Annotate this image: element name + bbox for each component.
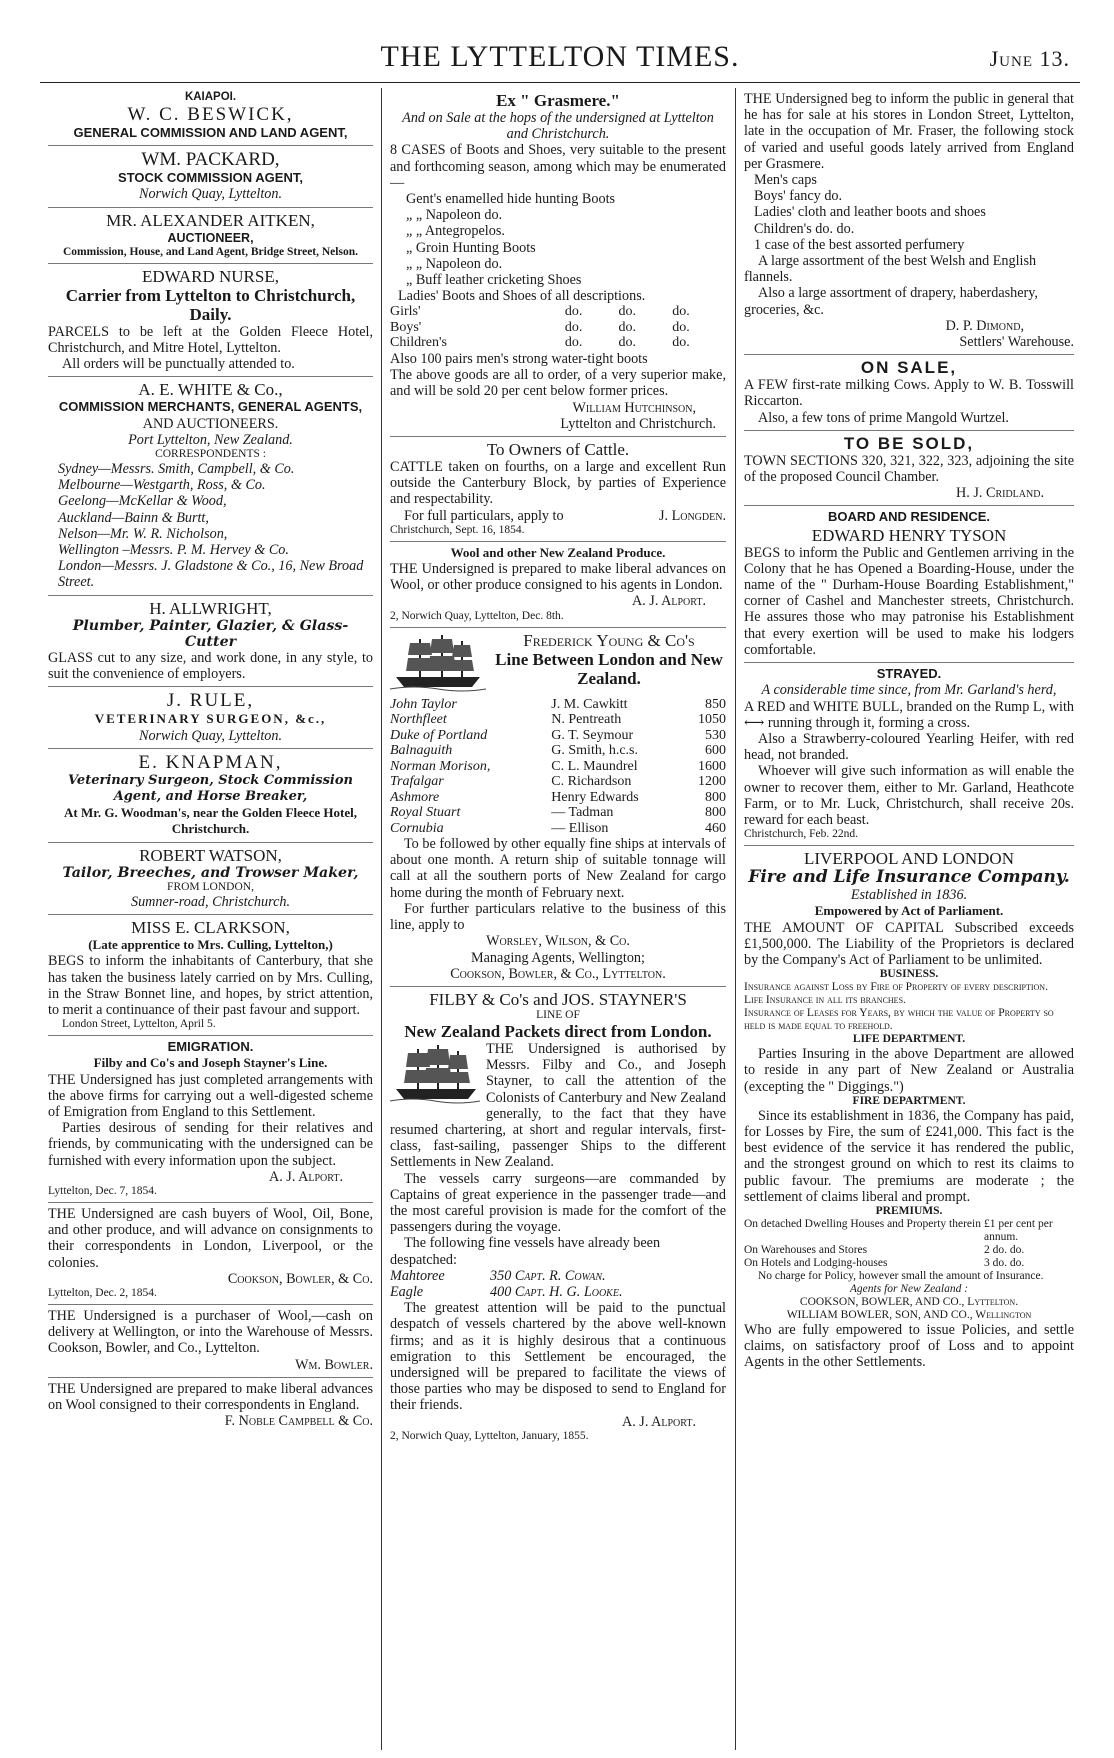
ad-title: TO BE SOLD, [843, 433, 975, 453]
ship-row [390, 805, 726, 821]
item: „ „ Napoleon do. [406, 255, 503, 272]
ad-heading: BOARD AND RESIDENCE. [827, 509, 991, 525]
ad-name: MISS E. CLARKSON, [131, 918, 290, 938]
ad-to-be-sold [744, 431, 1074, 507]
ad-body: THE Undersigned beg to inform the public in general that he has for sale at his stores in London Street, Lyttelton, late in the occupation of Mr. Fraser, the following stock of varied and useful goods lately arrived from England per Grasmere. [744, 91, 1074, 172]
ad-body: 8 CASES of Boots and Shoes, very suitable to the present and forthcoming season, among which may be enumerated— [390, 142, 726, 191]
premium-label: On Warehouses and Stores [744, 1243, 868, 1256]
agent: Cookson, Bowler, & Co., Lyttelton. [450, 965, 666, 982]
ship-tonnage: 460 [705, 820, 726, 836]
ship-captain: C. L. Maundrel [551, 758, 638, 774]
grid-cell: do. [618, 319, 637, 335]
ad-wool [390, 542, 726, 628]
ad-clarkson [48, 915, 373, 1036]
column-2 [390, 88, 726, 1748]
ad-sub: Empowered by Act of Parliament. [814, 903, 1004, 919]
ad-body: Also, a few tons of prime Mangold Wurtzel. [758, 409, 1009, 426]
ad-desc2: AND AUCTIONEERS. [142, 415, 279, 432]
ad-signature: H. J. Cridland. [956, 485, 1044, 502]
ad-body: THE Undersigned has just completed arrangements with the above firms for carrying out a well-digested scheme of Emigration from England to this Settlement. [48, 1071, 373, 1120]
premium-rate: £1 per cent per annum. [984, 1217, 1053, 1243]
ship-name: Royal Stuart [390, 805, 461, 821]
ad-body: To be followed by other equally fine ships at intervals of about one month. A return ship of suitable tonnage will call at all the southern ports of New Zealand for cargo home during the month of February next. [390, 836, 726, 901]
ad-cattle [390, 437, 726, 542]
ad-sub: (Late apprentice to Mrs. Culling, Lyttelton,) [88, 937, 333, 953]
ad-place: KAIAPOI. [184, 91, 237, 103]
ad-body: The above goods are all to order, of a very superior make, and will be sold 20 per cent below former prices. [390, 367, 726, 400]
ship-row [390, 821, 726, 837]
ad-knapman [48, 749, 373, 843]
ad-address: Port Lyttelton, New Zealand. [128, 431, 293, 448]
item: Ladies' cloth and leather boots and shoes [754, 204, 986, 221]
ad-name: W. C. BESWICK, [127, 104, 294, 125]
ship-tonnage: 1600 [698, 758, 726, 774]
item: Gent's enamelled hide hunting Boots [406, 191, 616, 208]
ship-name: Cornubia [390, 820, 444, 836]
ad-rule [48, 687, 373, 748]
ship-row [390, 743, 726, 759]
item: „ Groin Hunting Boots [406, 239, 536, 256]
ad-body: Also 100 pairs men's strong water-tight boots [390, 350, 648, 367]
ad-footer: Christchurch, Feb. 22nd. [744, 828, 859, 841]
ad-title: Carrier from Lyttelton to Christchurch, Daily. [65, 285, 356, 324]
ad-body: The greatest attention will be paid to the punctual despatch of vessels chartered by the above well-known firms; and as it is highly desirous that a continuous emigration to this Settlement be encouraged, the undersigned will be prepared to facilitate the views of those parties who may be disposed to send to England for their friends. [390, 1300, 726, 1414]
ship-tonnage: 1200 [698, 774, 726, 790]
ship-row [390, 774, 726, 790]
ship-illustration-icon [390, 631, 486, 695]
grid-cell: Children's [390, 335, 447, 351]
ad-title: Fire and Life Insurance Company. [748, 867, 1070, 888]
ad-desc: Commission, House, and Land Agent, Bridge Street, Nelson. [63, 245, 358, 258]
item: Boys' fancy do. [754, 188, 843, 205]
ad-body: A FEW first-rate milking Cows. Apply to W. B. Tosswill Riccarton. [744, 377, 1074, 410]
grid-cell: do. [618, 335, 637, 351]
ad-note: No charge for Policy, however small the amount of Insurance. [758, 1269, 1044, 1282]
ad-filby [390, 987, 726, 1447]
section-heading: FIRE DEPARTMENT. [852, 1094, 966, 1107]
agent: Worsley, Wilson, & Co. [486, 933, 630, 950]
ship-tonnage: 850 [705, 696, 726, 712]
ad-emigration [48, 1036, 373, 1203]
ad-sub: A considerable time since, from Mr. Garland's herd, [761, 682, 1057, 699]
ad-white [48, 377, 373, 595]
item: Men's caps [754, 172, 817, 189]
ad-address: At Mr. G. Woodman's, near the Golden Fleece Hotel, Christchurch. [64, 805, 357, 837]
ad-trade: Veterinary Surgeon, Stock Commission Agent, and Horse Breaker, [68, 772, 353, 805]
item: Ladies' Boots and Shoes of all descriptions. [398, 288, 646, 305]
ad-footer: London Street, Lyttelton, April 5. [62, 1018, 216, 1031]
ship-tonnage: 800 [705, 789, 726, 805]
ship-captain: Henry Edwards [551, 789, 639, 805]
ship-row [390, 790, 726, 806]
correspondent: Auckland—Bainn & Burtt, [58, 509, 209, 526]
ad-sub: And on Sale at the hops of the undersigned at Lyttelton and Christchurch. [402, 110, 714, 143]
ad-heading: EMIGRATION. [167, 1039, 254, 1055]
business-item: Insurance against Loss by Fire of Property of every description. [744, 981, 1048, 994]
ad-dimond [744, 88, 1074, 355]
ship-tonnage: 1050 [698, 712, 726, 728]
ad-title: FILBY & Co's and JOS. STAYNER'S [429, 989, 687, 1009]
ad-name: A. E. WHITE & Co., [138, 380, 283, 400]
ad-on-sale [744, 355, 1074, 431]
ad-body: Parties Insuring in the above Department are allowed to reside in any part of New Zealand or Australia (excepting the " Diggings.") [744, 1046, 1074, 1095]
shoe-grid [390, 304, 726, 351]
ship-name: Duke of Portland [390, 727, 488, 743]
ad-line: LINE OF [536, 1008, 580, 1021]
ad-campbell [48, 1378, 373, 1434]
ad-beswick [48, 88, 373, 146]
ad-title: ON SALE, [860, 358, 958, 378]
ad-sub: Established in 1836. [850, 887, 968, 904]
ship-name: Norman Morison, [390, 758, 491, 774]
agent: WILLIAM BOWLER, SON, AND CO., Wellington [786, 1308, 1032, 1321]
ship-row [390, 712, 726, 728]
ad-watson [48, 843, 373, 915]
ship-row [390, 697, 726, 713]
item: „ „ Napoleon do. [406, 207, 503, 224]
grid-cell: do. [672, 319, 690, 335]
ad-body: BEGS to inform the Public and Gentlemen arriving in the Colony that he has Opened a Boarding-House, under the name of the " Durham-House Boarding Establishment," corner of Cashel and Manchester streets, Christchurch. He assures those who may patronise his Establishment that every exertion will be used to make his lodgers comfortable. [744, 544, 1074, 658]
premium-label: On Hotels and Lodging-houses [744, 1256, 888, 1269]
item: „ Buff leather cricketing Shoes [406, 272, 582, 289]
ad-body: TOWN SECTIONS 320, 321, 322, 323, adjoining the site of the proposed Council Chamber. [744, 452, 1074, 486]
ad-body: THE Undersigned is prepared to make liberal advances on Wool, or other produce consigned to his agents in London. [390, 560, 726, 594]
ad-role: AUCTIONEER, [167, 230, 254, 245]
ad-body: For further particulars relative to the business of this line, apply to [390, 900, 726, 934]
ship-name: John Taylor [390, 696, 457, 712]
ad-title: LIVERPOOL AND LONDON [804, 849, 1014, 869]
ad-title: To Owners of Cattle. [486, 439, 630, 459]
ship-captain: J. M. Cawkitt [551, 696, 628, 712]
ad-signature: Lyttelton and Christchurch. [560, 415, 716, 432]
masthead [40, 40, 1080, 80]
ad-body: Whoever will give such information as will enable the owner to recover them, either to Mr. Garland, Heathcote Farm, or to Mr. Luck, Christchurch, shall receive 20s. reward for each beast. [744, 763, 1074, 828]
premium-rate: 3 do. do. [984, 1256, 1025, 1269]
grid-cell: do. [564, 319, 583, 335]
ship-row [390, 728, 726, 744]
column-3 [744, 88, 1074, 1748]
ad-signature: Settlers' Warehouse. [959, 334, 1074, 351]
ad-body: THE AMOUNT OF CAPITAL Subscribed exceeds £1,500,000. The Liability of the Proprietors is declared by the Company's Act of Parliament to be unlimited. [744, 919, 1074, 968]
ad-trade: Plumber, Painter, Glazier, & Glass-Cutter [72, 617, 349, 650]
section-heading: LIFE DEPARTMENT. [852, 1033, 966, 1046]
ad-body: Since its establishment in 1836, the Company has paid, for Losses by Fire, the sum of £241,000. This fact is the best evidence of the service it has rendered the public, and the strongest ground on which to rest its claims to public favour. The premiums are moderate ; the settlement of claims liberal and prompt. [744, 1107, 1074, 1205]
ship-captain: G. Smith, h.c.s. [551, 743, 638, 759]
grid-cell: do. [564, 335, 583, 351]
ad-packard [48, 146, 373, 207]
grid-cell: do. [618, 304, 637, 320]
ad-body: The following fine vessels have already been despatched: [390, 1235, 661, 1268]
ship-tonnage: 800 [705, 805, 726, 821]
ad-address: Norwich Quay, Lyttelton. [138, 727, 283, 744]
ship-captain: — Tadman [551, 805, 614, 821]
ad-name: E. KNAPMAN, [138, 751, 283, 773]
correspondent: Geelong—McKellar & Wood, [58, 493, 227, 510]
item: Children's do. do. [754, 220, 855, 237]
ad-body: GLASS cut to any size, and work done, in any style, to suit the convenience of employers. [48, 650, 373, 683]
ad-body: The vessels carry surgeons—are commanded by Captains of great experience in the passenger trade—and the most careful provision is made for the comfort of the passengers during the voyage. [390, 1170, 726, 1236]
ad-signature: Cookson, Bowler, & Co. [227, 1270, 373, 1287]
ad-signature: J. Longden. [658, 507, 726, 524]
ad-body: Also a large assortment of drapery, haberdashery, groceries, &c. [744, 285, 1038, 318]
ad-name: WM. PACKARD, [141, 149, 280, 171]
correspondent: Melbourne—Westgarth, Ross, & Co. [58, 477, 266, 494]
vessel-name: Eagle [390, 1283, 424, 1300]
ad-line: Line Between London and New Zealand. [495, 649, 723, 688]
ad-footer: Christchurch, Sept. 16, 1854. [390, 523, 525, 536]
ad-desc: GENERAL COMMISSION AND LAND AGENT, [73, 125, 348, 140]
ad-body: THE Undersigned are cash buyers of Wool, Oil, Bone, and other produce, and will advance on consignments to their correspondents in London, Liverpool, or the colonies. [48, 1205, 373, 1271]
item: 1 case of the best assorted perfumery [754, 236, 965, 253]
ad-signature: A. J. Alport. [268, 1168, 343, 1185]
premium-rate: 2 do. do. [984, 1243, 1025, 1256]
ad-signature: A. J. Alport. [631, 593, 706, 610]
ad-body: A large assortment of the best Welsh and English flannels. [744, 253, 1037, 286]
ad-aitken [48, 208, 373, 264]
ad-body: A RED and WHITE BULL, branded on the Rump L, with ⟷ running through it, forming a cross. [744, 698, 1074, 731]
grid-cell: Girls' [390, 304, 421, 320]
column-divider-2 [735, 88, 736, 1750]
ad-signature: D. P. Dimond, [945, 317, 1024, 334]
section-heading: PREMIUMS. [875, 1204, 943, 1217]
ad-body: THE Undersigned are prepared to make liberal advances on Wool consigned to their correspondents in England. [48, 1380, 373, 1413]
ship-name: Balnaguith [390, 743, 453, 759]
ad-name: MR. ALEXANDER AITKEN, [106, 210, 315, 230]
ad-body: CATTLE taken on fourths, on a large and excellent Run outside the Canterbury Block, by parties of Experience and respectability. [390, 458, 726, 508]
ad-title: Ex " Grasmere." [496, 91, 620, 110]
ad-signature: F. Noble Campbell & Co. [224, 1413, 373, 1430]
business-item: Insurance of Leases for Years, by which the value of Property so held is made equal to freehold. [744, 1007, 1054, 1033]
ad-nurse [48, 264, 373, 378]
agent: Managing Agents, Wellington; [471, 949, 645, 966]
agent: COOKSON, BOWLER, AND CO., Lyttelton. [799, 1295, 1019, 1308]
ship-name: Northfleet [390, 712, 447, 728]
ad-name: ROBERT WATSON, [139, 845, 282, 865]
agents-heading: Agents for New Zealand : [849, 1282, 969, 1295]
grid-cell: Boys' [390, 319, 422, 335]
masthead-rule [40, 82, 1080, 83]
ad-signature: A. J. Alport. [621, 1413, 696, 1430]
ad-liverpool-insurance [744, 846, 1074, 1374]
ad-name: J. RULE, [166, 690, 255, 712]
ship-tonnage: 530 [705, 727, 726, 743]
ad-desc: COMMISSION MERCHANTS, GENERAL AGENTS, [58, 399, 363, 415]
ship-row [390, 759, 726, 775]
ad-body: For full particulars, apply to [404, 507, 564, 524]
ship-name: Trafalgar [390, 774, 444, 790]
ad-title: Frederick Young & Co's [523, 630, 695, 650]
ad-note: All orders will be punctually attended to. [62, 356, 295, 373]
ad-desc: VETERINARY SURGEON, &c., [94, 711, 327, 727]
ad-footer: Lyttelton, Dec. 7, 1854. [48, 1184, 157, 1197]
grid-cell: do. [672, 335, 690, 351]
ad-heading: STRAYED. [876, 666, 942, 682]
ad-trade: Tailor, Breeches, and Trowser Maker, [62, 864, 359, 881]
vessel-detail: 350 Capt. R. Cowan. [490, 1267, 606, 1284]
grid-cell: do. [672, 304, 690, 320]
newspaper-title: THE LYTTELTON TIMES. [380, 40, 740, 73]
ad-cash-buyers [48, 1203, 373, 1305]
correspondent: Sydney—Messrs. Smith, Campbell, & Co. [58, 461, 295, 478]
ship-captain: C. Richardson [551, 774, 632, 790]
ad-tyson [744, 506, 1074, 663]
ad-body: PARCELS to be left at the Golden Fleece Hotel, Christchurch, and Mitre Hotel, Lyttelton. [48, 323, 373, 357]
ad-address: Sumner-road, Christchurch. [130, 893, 291, 910]
ad-footer: Lyttelton, Dec. 2, 1854. [48, 1286, 157, 1299]
correspondents-heading: CORRESPONDENTS : [155, 448, 266, 461]
ad-address: Norwich Quay, Lyttelton. [138, 186, 283, 203]
business-item: Life Insurance in all its branches. [744, 994, 906, 1007]
ad-body: THE Undersigned is a purchaser of Wool,—cash on delivery at Wellington, or into the Warehouse of Messrs. Cookson, Bowler, and Co., Lyttelton. [48, 1307, 373, 1357]
grid-cell: do. [564, 304, 583, 320]
ad-sub: Filby and Co's and Joseph Stayner's Line. [93, 1055, 328, 1071]
correspondent: Wellington –Messrs. P. M. Hervey & Co. [58, 542, 289, 559]
column-divider-1 [381, 88, 382, 1750]
ship-captain: — Ellison [551, 820, 609, 836]
ad-desc: STOCK COMMISSION AGENT, [118, 170, 303, 186]
ad-bowler [48, 1305, 373, 1378]
ad-allwright [48, 596, 373, 688]
correspondent: London—Messrs. J. Gladstone & Co., 16, New Broad Street. [58, 558, 364, 591]
ad-footer: 2, Norwich Quay, Lyttelton, January, 1855. [390, 1429, 589, 1442]
ad-signature: William Hutchinson, [572, 399, 696, 416]
ships-table [390, 697, 726, 837]
ad-name: H. ALLWRIGHT, [149, 598, 272, 618]
ad-name: EDWARD HENRY TYSON [811, 525, 1007, 545]
section-heading: BUSINESS. [879, 968, 939, 981]
ad-body: Also a Strawberry-coloured Yearling Heifer, with red head, not branded. [744, 730, 1074, 764]
ad-grasmere [390, 88, 726, 437]
ad-signature: Wm. Bowler. [295, 1356, 373, 1373]
ship-illustration-icon [390, 1041, 480, 1107]
item: „ „ Antegropelos. [406, 223, 505, 240]
ad-footer: Who are fully empowered to issue Policies, and settle claims, on satisfactory proof of Loss and to appoint Agents in the other Settlements. [744, 1321, 1074, 1371]
ad-body: Parties desirous of sending for their relatives and friends, by communicating with the undersigned can be furnished with every information upon the subject. [48, 1120, 373, 1169]
ad-body: THE Undersigned is authorised by Messrs. Filby and Co., and Joseph Stayner, to call the attention of the Colonists of Canterbury and New Zealand generally, to the fact that they have resumed chartering, at short and regular intervals, first-class, fast-sailing, passenger Ships to the different Settlements in New Zealand. [390, 1040, 726, 1171]
column-1 [48, 88, 373, 1748]
ad-title: Wool and other New Zealand Produce. [450, 544, 666, 560]
ship-tonnage: 600 [705, 743, 726, 759]
ad-name: EDWARD NURSE, [142, 266, 279, 286]
premium-label: On detached Dwelling Houses and Property therein [744, 1217, 981, 1230]
ad-body: BEGS to inform the inhabitants of Canterbury, that she has taken the business lately carried on by Mrs. Culling, in the Straw Bonnet line, and hopes, by strict attention, to merit a continuance of their past favour and support. [48, 953, 373, 1018]
ship-captain: N. Pentreath [551, 712, 622, 728]
ad-strayed [744, 663, 1074, 846]
vessel-name: Mahtoree [390, 1267, 445, 1284]
ship-captain: G. T. Seymour [551, 727, 634, 743]
ad-young [390, 628, 726, 987]
ad-footer: 2, Norwich Quay, Lyttelton, Dec. 8th. [390, 609, 564, 622]
ad-from: FROM LONDON, [167, 880, 254, 893]
ad-heading: New Zealand Packets direct from London. [404, 1021, 712, 1041]
vessel-detail: 400 Capt. H. G. Looke. [490, 1283, 623, 1300]
ship-name: Ashmore [390, 789, 440, 805]
correspondent: Nelson—Mr. W. R. Nicholson, [58, 525, 228, 542]
issue-date: June 13. [989, 46, 1070, 71]
